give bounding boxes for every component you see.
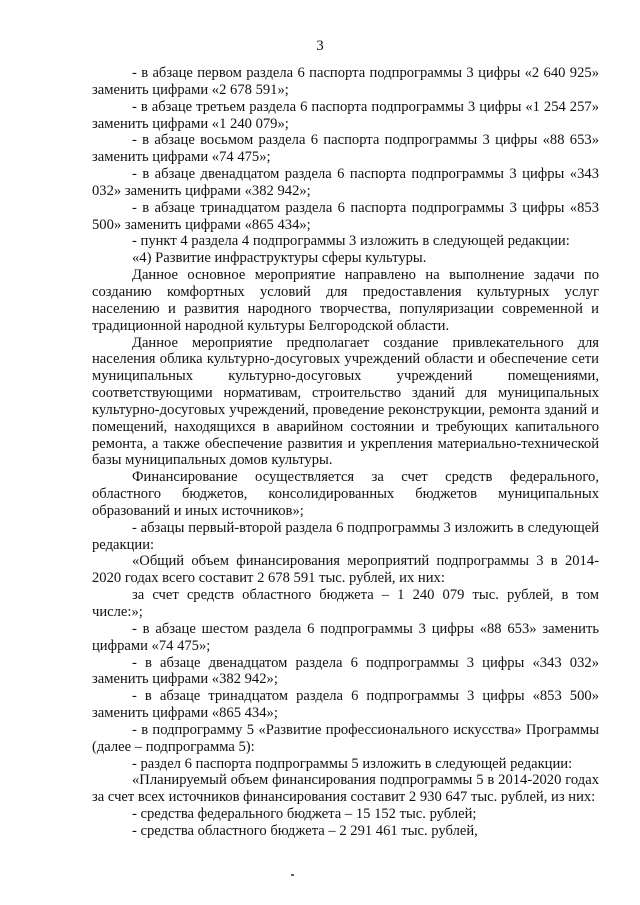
paragraph: Данное мероприятие предполагает создание привлекательного для населения облика культурно-досуговых учреждений области и обеспечение сети муниципальных культурно-досуговых учреждений помещениями, соответствующими нормативам, строительство зданий для муниципальных культурно-досуговых учреждений, проведение реконструкции, ремонта зданий и помещений, находящихся в аварийном состоянии и требующих капитального ремонта, а также обеспечение развития и укрепления материально-технической базы муниципальных домов культуры. xyxy=(92,334,599,469)
paragraph: - в абзаце двенадцатом раздела 6 подпрограммы 3 цифры «343 032» заменить цифрами «382 942»; xyxy=(92,654,599,688)
page-number: 3 xyxy=(316,38,324,54)
paragraph: - пункт 4 раздела 4 подпрограммы 3 изложить в следующей редакции: xyxy=(132,233,570,250)
paragraph: «4) Развитие инфраструктуры сферы культуры. xyxy=(132,250,427,267)
paragraph: - в абзаце первом раздела 6 паспорта подпрограммы 3 цифры «2 640 925» заменить цифрами «2 678 591»; xyxy=(92,65,599,98)
paragraph: «Планируемый объем финансирования подпрограммы 5 в 2014-2020 годах за счет всех источников финансирования составит 2 930 647 тыс. рублей, из них: xyxy=(92,772,599,806)
paragraph: «Общий объем финансирования мероприятий подпрограммы 3 в 2014-2020 годах всего составит 2 678 591 тыс. рублей, их них: xyxy=(92,553,599,587)
paragraph: - абзацы первый-второй раздела 6 подпрограммы 3 изложить в следующей редакции: xyxy=(92,519,599,553)
scan-speck xyxy=(291,874,294,876)
paragraph: - в абзаце двенадцатом раздела 6 паспорта подпрограммы 3 цифры «343 032» заменить цифрами «382 942»; xyxy=(92,166,599,199)
paragraph: Финансирование осуществляется за счет средств федерального, областного бюджетов, консолидированных бюджетов муниципальных образований и иных источников»; xyxy=(92,469,599,519)
paragraph: - средства федерального бюджета – 15 152 тыс. рублей; xyxy=(132,806,477,823)
paragraph: - в абзаце шестом раздела 6 подпрограммы 3 цифры «88 653» заменить цифрами «74 475»; xyxy=(92,620,599,654)
paragraph: - в абзаце третьем раздела 6 паспорта подпрограммы 3 цифры «1 254 257» заменить цифрами «1 240 079»; xyxy=(92,98,599,132)
paragraph: - раздел 6 паспорта подпрограммы 5 изложить в следующей редакции: xyxy=(132,755,573,772)
document-body xyxy=(92,65,599,840)
paragraph: - средства областного бюджета – 2 291 461 тыс. рублей, xyxy=(132,822,478,839)
paragraph: - в подпрограмму 5 «Развитие профессионального искусства» Программы (далее – подпрограмма 5): xyxy=(92,721,599,755)
paragraph: Данное основное мероприятие направлено на выполнение задачи по созданию комфортных условий для предоставления культурных услуг населению и развития народного творчества, популяризации современной и традиционной народной культуры Белгородской области. xyxy=(92,267,599,334)
paragraph: - в абзаце восьмом раздела 6 паспорта подпрограммы 3 цифры «88 653» заменить цифрами «74 475»; xyxy=(92,132,599,166)
paragraph: за счет средств областного бюджета – 1 240 079 тыс. рублей, в том числе:»; xyxy=(92,587,599,620)
paragraph: - в абзаце тринадцатом раздела 6 подпрограммы 3 цифры «853 500» заменить цифрами «865 434»; xyxy=(92,688,599,722)
paragraph: - в абзаце тринадцатом раздела 6 паспорта подпрограммы 3 цифры «853 500» заменить цифрами «865 434»; xyxy=(92,199,599,233)
